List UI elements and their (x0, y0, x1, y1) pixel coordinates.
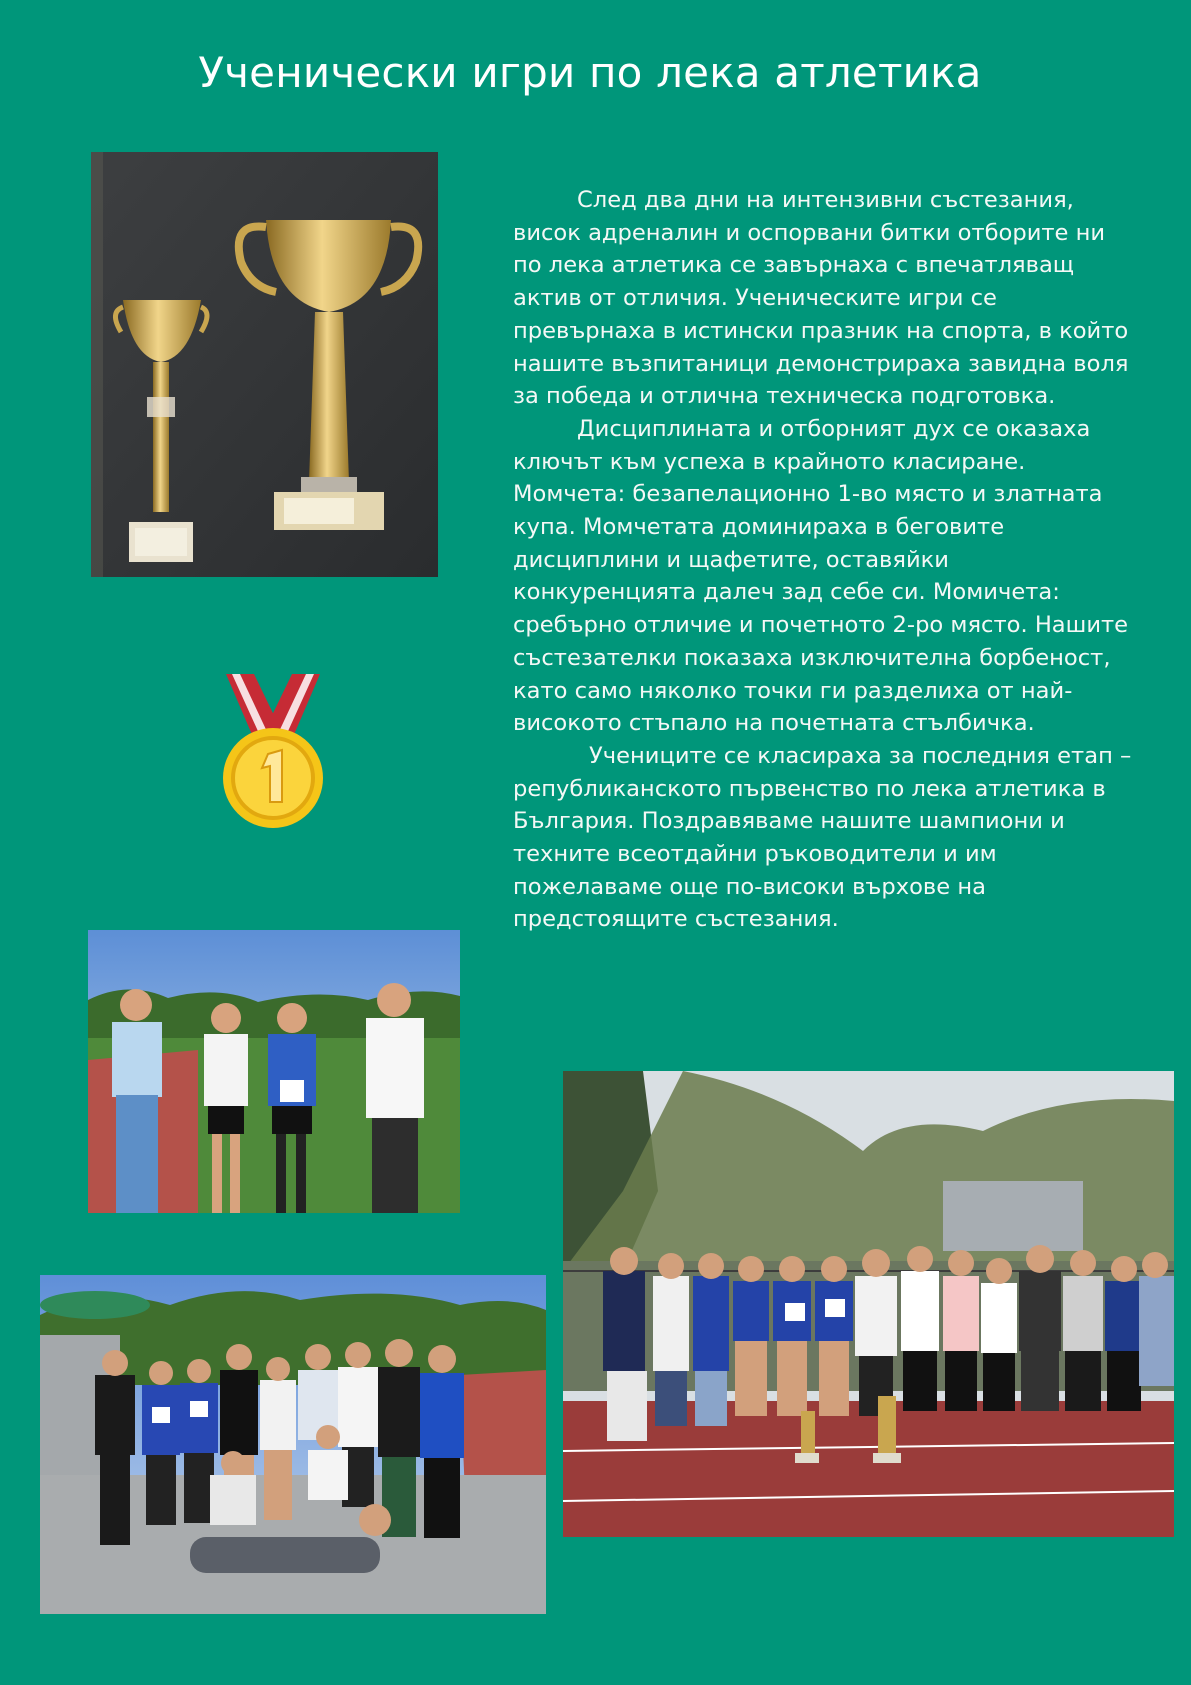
paragraph-1: След два дни на интензивни състезания, висок адреналин и оспорвани битки отборите ни по лека атлетика се завърнаха с впечатляващ актив от отличия. Ученическите игри се превърнаха в истински празник на спорта, в който нашите възпитаници демонстрираха завидна воля за победа и отлична техническа подготовка. (513, 187, 1129, 410)
team-on-track-photo (40, 1275, 546, 1614)
gold-medal-1-icon (218, 674, 328, 830)
team-with-cups-photo (563, 1071, 1174, 1537)
paragraph-3: Учениците се класираха за последния етап – републиканското първенство по лека атлетика в България. Поздравяваме нашите шампиони и техните всеотдайни ръководители и им пожелаваме още по-високи върхове на предстоящите състезания. (513, 742, 1132, 933)
four-medalists-photo (88, 930, 460, 1213)
page-title: Ученически игри по лека атлетика (198, 48, 982, 97)
article-body (513, 184, 1133, 936)
trophy-cups-photo (91, 152, 438, 577)
paragraph-2: Дисциплината и отборният дух се оказаха ключът към успеха в крайното класиране. Момчета: безапелационно 1-во място и златната купа. Момчетата доминираха в беговите дисциплини и щафетите, оставяйки конкуренцията далеч зад себе си. Момичета: сребърно отличие и почетното 2-ро място. Нашите състезателки показаха изключителна борбеност, като само няколко точки ги разделиха от най-високото стъпало на почетната стълбичка. (513, 415, 1129, 737)
